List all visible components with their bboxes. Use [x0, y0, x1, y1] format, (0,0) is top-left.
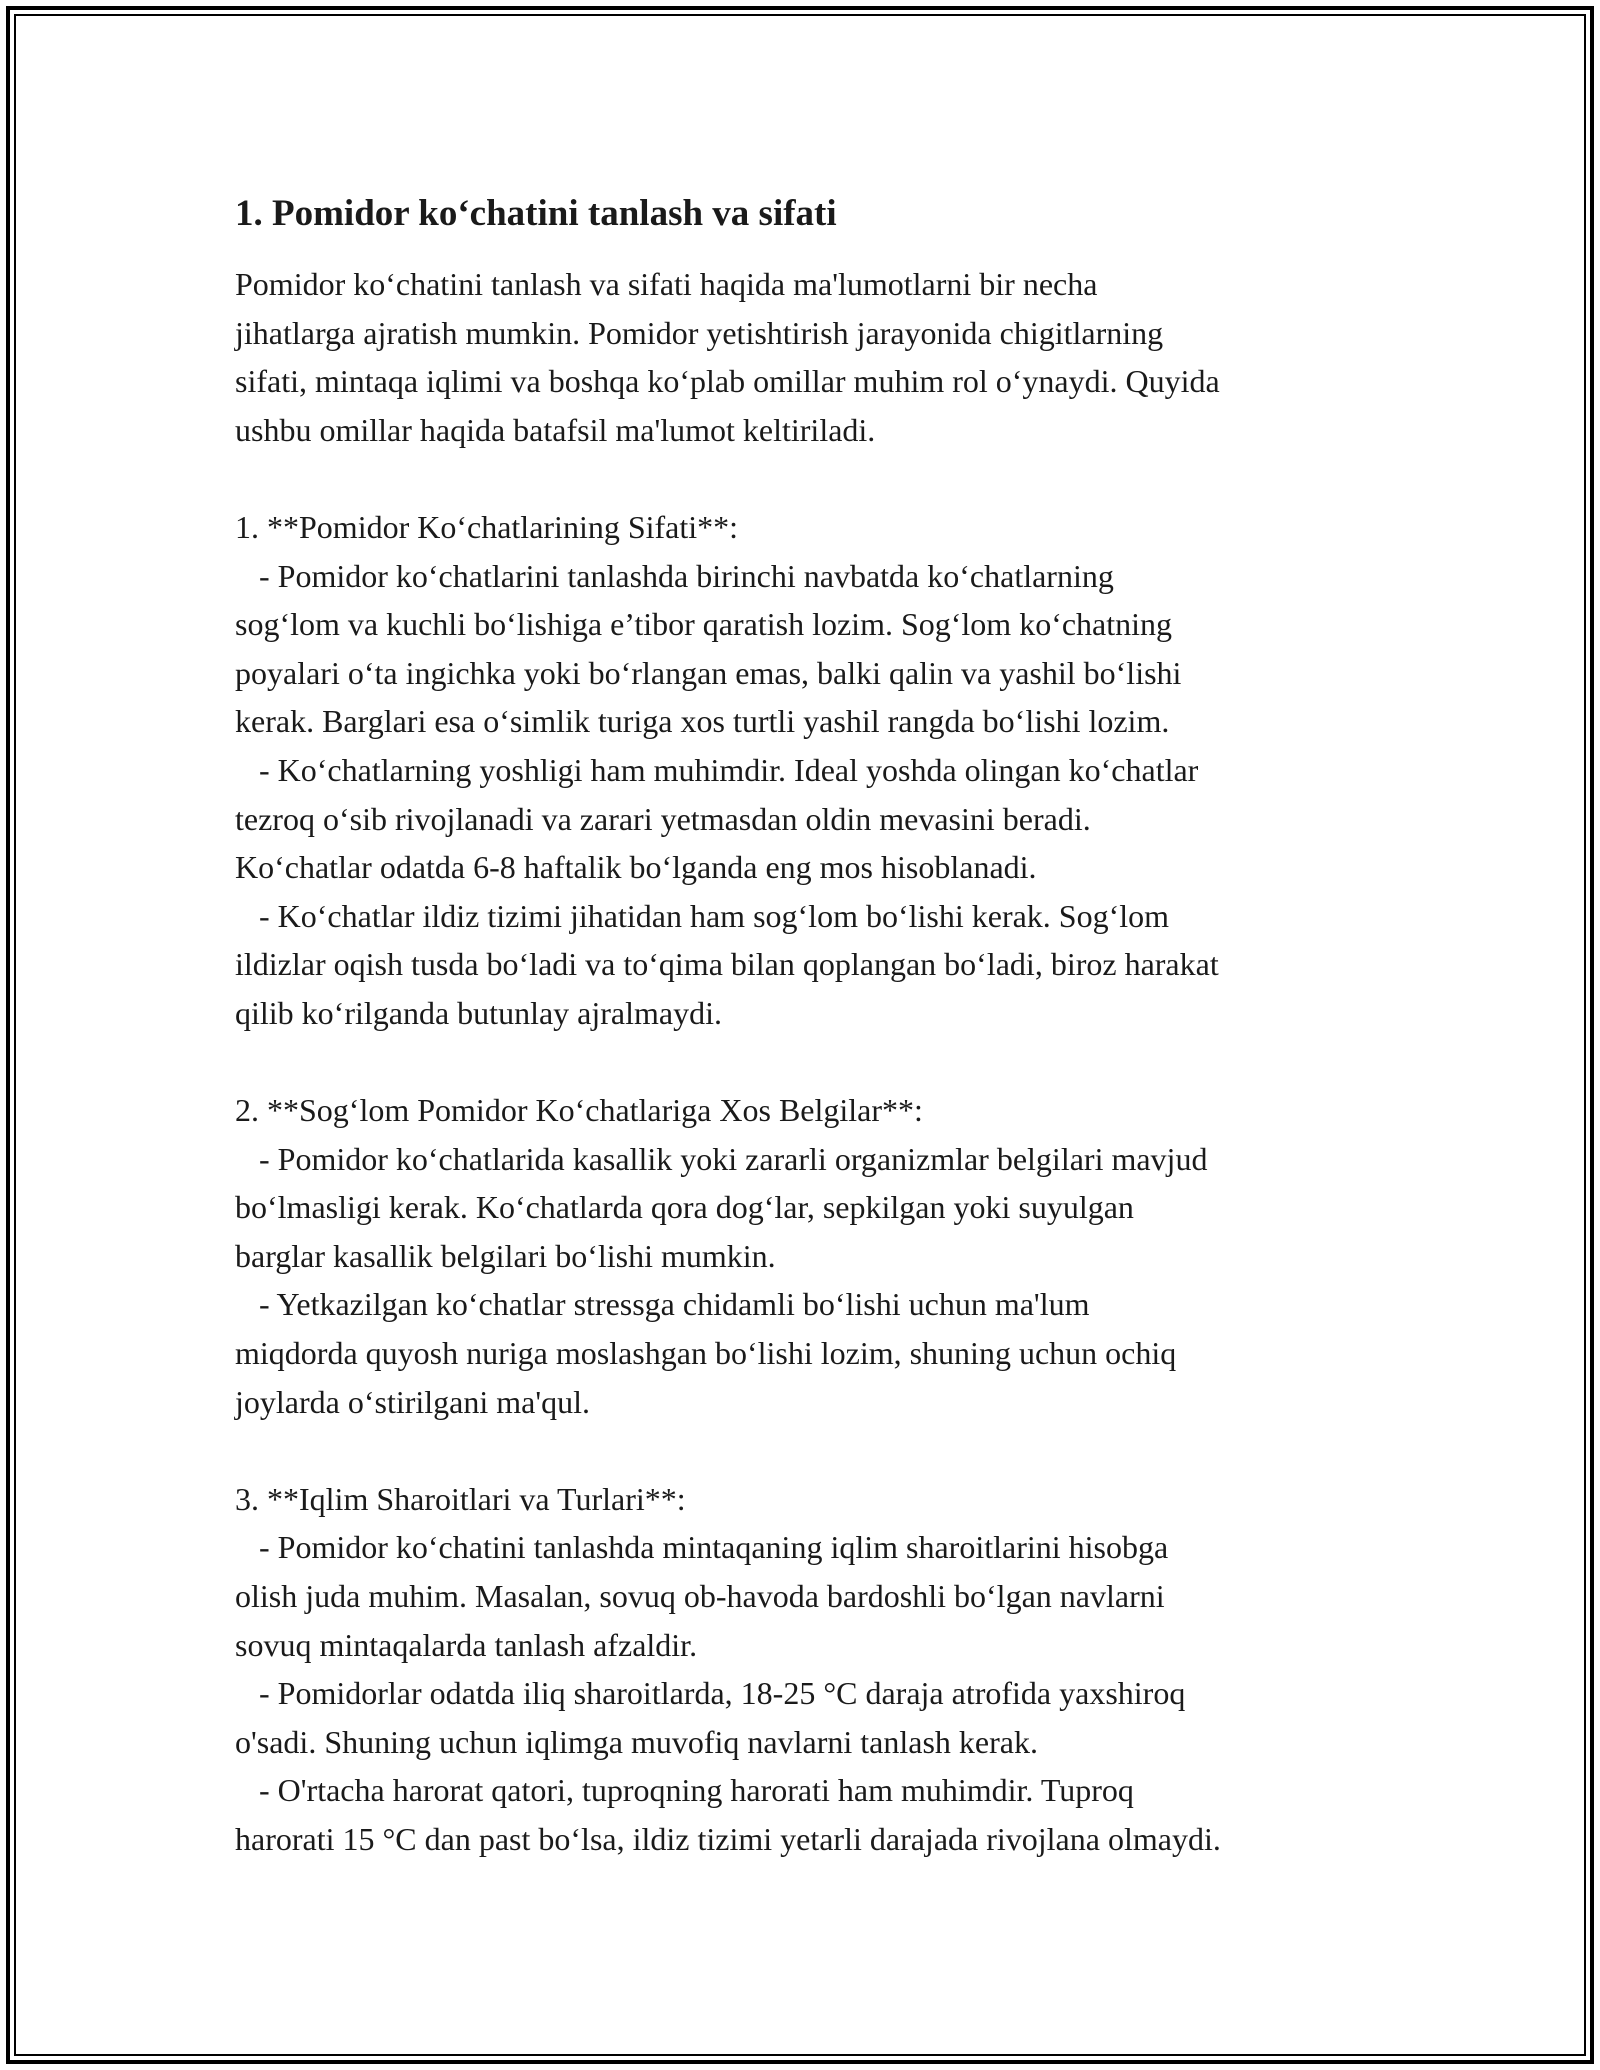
- blank-line: [235, 1426, 1365, 1475]
- section-body: - Pomidor ko‘chatlarini tanlashda birinchi navbatda ko‘chatlarning sog‘lom va kuchli bo‘lishiga e’tibor qaratish lozim. Sog‘lom ko‘chatning poyalari o‘ta ingichka yoki bo‘rlangan emas, balki qalin va yashil bo‘lishi kerak. Barglari esa o‘simlik turiga xos turtli yashil rangda bo‘lishi lozim. - Ko‘chatlarning yoshligi ham muhimdir. Ideal yoshda olingan ko‘chatlar tezroq o‘sib rivojlanadi va zarari yetmasdan oldin mevasini beradi. Ko‘chatlar odatda 6-8 haftalik bo‘lganda eng mos hisoblanadi. - Ko‘chatlar ildiz tizimi jihatidan ham sog‘lom bo‘lishi kerak. Sog‘lom ildizlar oqish tusda bo‘ladi va to‘qima bilan qoplangan bo‘ladi, biroz harakat qilib ko‘rilganda butunlay ajralmaydi.: [235, 557, 1219, 1031]
- intro-paragraph: Pomidor ko‘chatini tanlash va sifati haqida ma'lumotlarni bir necha jihatlarga ajratish mumkin. Pomidor yetishtirish jarayonida chigitlarning sifati, mintaqa iqlimi va boshqa ko‘plab omillar muhim rol o‘ynaydi. Quyida ushbu omillar haqida batafsil ma'lumot keltiriladi.: [235, 266, 1220, 448]
- section-body: - Pomidor ko‘chatlarida kasallik yoki zararli organizmlar belgilari mavjud bo‘lmasligi kerak. Ko‘chatlarda qora dog‘lar, sepkilgan yoki suyulgan barglar kasallik belgilari bo‘lishi mumkin. - Yetkazilgan ko‘chatlar stressga chidamli bo‘lishi uchun ma'lum miqdorda quyosh nuriga moslashgan bo‘lishi lozim, shuning uchun ochiq joylarda o‘stirilgani ma'qul.: [235, 1140, 1208, 1420]
- document-title: 1. Pomidor ko‘chatini tanlash va sifati: [235, 193, 837, 234]
- section-body: - Pomidor ko‘chatini tanlashda mintaqaning iqlim sharoitlarini hisobga olish juda muhim. Masalan, sovuq ob-havoda bardoshli bo‘lgan navlarni sovuq mintaqalarda tanlash afzaldir. - Pomidorlar odatda iliq sharoitlarda, 18-25 °C daraja atrofida yaxshiroq o'sadi. Shuning uchun iqlimga muvofiq navlarni tanlash kerak. - O'rtacha harorat qatori, tuproqning harorati ham muhimdir. Tuproq harorati 15 °C dan past bo‘lsa, ildiz tizimi yetarli darajada rivojlana olmaydi.: [235, 1529, 1221, 1857]
- section-heading: 2. **Sog‘lom Pomidor Ko‘chatlariga Xos Belgilar**:: [235, 1092, 923, 1129]
- section-heading: 3. **Iqlim Sharoitlari va Turlari**:: [235, 1480, 686, 1517]
- blank-line: [235, 1038, 1365, 1087]
- section-heading: 1. **Pomidor Ko‘chatlarining Sifati**:: [235, 508, 739, 545]
- document-body: [235, 190, 1365, 1864]
- blank-line: [235, 454, 1365, 503]
